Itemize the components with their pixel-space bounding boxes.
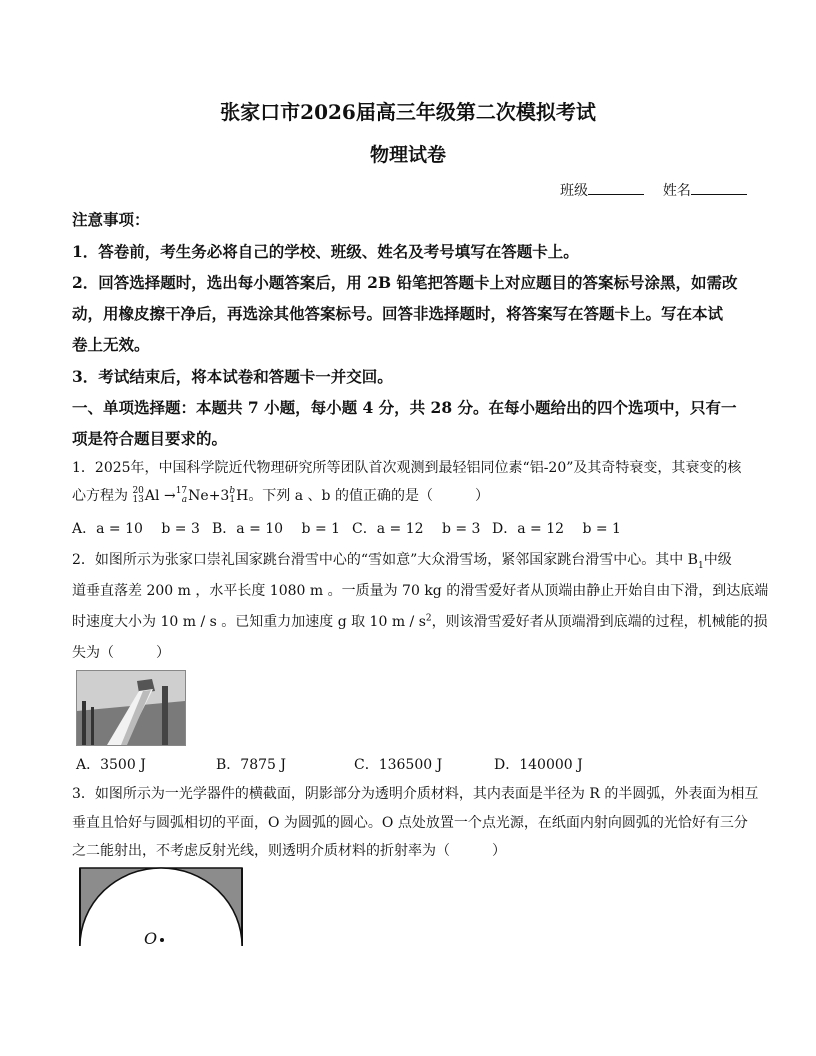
q2-option-d[interactable]: D．140000 J — [494, 757, 583, 773]
q1-equation-prefix: 心方程为 — [72, 488, 128, 504]
q3-line-2: 垂直且恰好与圆弧相切的平面，O 为圆弧的圆心。O 点处放置一个点光源，在纸面内射向圆弧的光恰好有三分 — [72, 815, 748, 831]
name-label: 姓名 — [662, 183, 691, 199]
ne-symbol: Ne — [188, 488, 209, 504]
class-label: 班级 — [560, 183, 588, 199]
al-nucleon-numbers: 20 13 — [132, 486, 144, 505]
q1-option-b[interactable]: B．a = 10 b = 1 — [212, 521, 341, 537]
student-info-line — [560, 180, 747, 200]
notice-item-2-line-2: 动，用橡皮擦干净后，再选涂其他答案标号。回答非选择题时，将答案写在答题卡上。写在本试 — [72, 304, 724, 323]
notice-item-1: 1．答卷前，考生务必将自己的学校、班级、姓名及考号填写在答题卡上。 — [72, 242, 579, 261]
notice-heading: 注意事项： — [72, 210, 150, 229]
q2-option-c[interactable]: C．136500 J — [354, 757, 443, 773]
q2-line-4: 失为（ ） — [72, 645, 170, 661]
q3-line-1: 3．如图所示为一光学器件的横截面，阴影部分为透明介质材料，其内表面是半径为 R 的半圆弧，外表面为相互 — [72, 786, 759, 802]
h-symbol: H — [236, 488, 249, 504]
q2-line-2: 道垂直落差 200 m ，水平长度 1080 m 。一质量为 70 kg 的滑雪爱好者从顶端由静止开始自由下滑，到达底端 — [72, 583, 769, 599]
ski-jump-photo — [76, 670, 186, 746]
class-blank — [588, 180, 644, 195]
al-symbol: Al — [144, 488, 160, 504]
notice-item-3: 3．考试结束后，将本试卷和答题卡一并交回。 — [72, 367, 393, 386]
q1-option-d[interactable]: D．a = 12 b = 1 — [492, 521, 621, 537]
q2-line-1: 2．如图所示为张家口崇礼国家跳台滑雪中心的“雪如意”大众滑雪场，紧邻国家跳台滑雪中心。其中 $B_1$中级 — [72, 552, 732, 571]
q3-line-3: 之二能射出，不考虑反射光线，则透明介质材料的折射率为（ ） — [72, 843, 506, 859]
q1-line-2 — [72, 485, 489, 505]
ne-nucleon-numbers: 17 a — [175, 486, 188, 505]
q1-option-a[interactable]: A．a = 10 b = 3 — [72, 521, 200, 537]
optical-device-figure — [76, 866, 248, 950]
q2-option-b[interactable]: B．7875 J — [216, 757, 286, 773]
section-1-heading-line-2: 项是符合题目要求的。 — [72, 429, 228, 448]
name-blank — [691, 180, 747, 195]
notice-item-2-line-3: 卷上无效。 — [72, 335, 150, 354]
q1-equation-suffix: 。下列 a 、b 的值正确的是（ ） — [248, 488, 489, 504]
q2-line-3: 时速度大小为 10 m / s 。已知重力加速度 g 取 10 m / $s^2$，则该滑雪爱好者从顶端滑到底端的过程，机械能的损 — [72, 613, 768, 630]
q1-line-1: 1．2025年，中国科学院近代物理研究所等团队首次观测到最轻铝同位素“铝-20”及其奇特衰变，其衰变的核 — [72, 460, 742, 476]
plus-three: +3 — [208, 488, 230, 504]
center-label-o: O — [144, 929, 158, 948]
exam-subtitle: 物理试卷 — [369, 144, 446, 166]
section-1-heading-line-1: 一、单项选择题：本题共 7 小题，每小题 4 分，共 28 分。在每小题给出的四个选项中，只有一 — [72, 398, 737, 417]
q2-option-a[interactable]: A．3500 J — [76, 757, 146, 773]
ski-jump-illustration — [77, 671, 185, 745]
exam-title: 张家口市2026届高三年级第二次模拟考试 — [220, 100, 596, 124]
q1-option-c[interactable]: C．a = 12 b = 3 — [352, 521, 481, 537]
center-point — [160, 938, 164, 942]
notice-item-2-line-1: 2．回答选择题时，选出每小题答案后，用 2B 铅笔把答题卡上对应题目的答案标号涂黑，如需改 — [72, 273, 738, 292]
arrow-symbol: → — [163, 488, 176, 504]
h-nucleon-numbers: b 1 — [229, 486, 236, 505]
